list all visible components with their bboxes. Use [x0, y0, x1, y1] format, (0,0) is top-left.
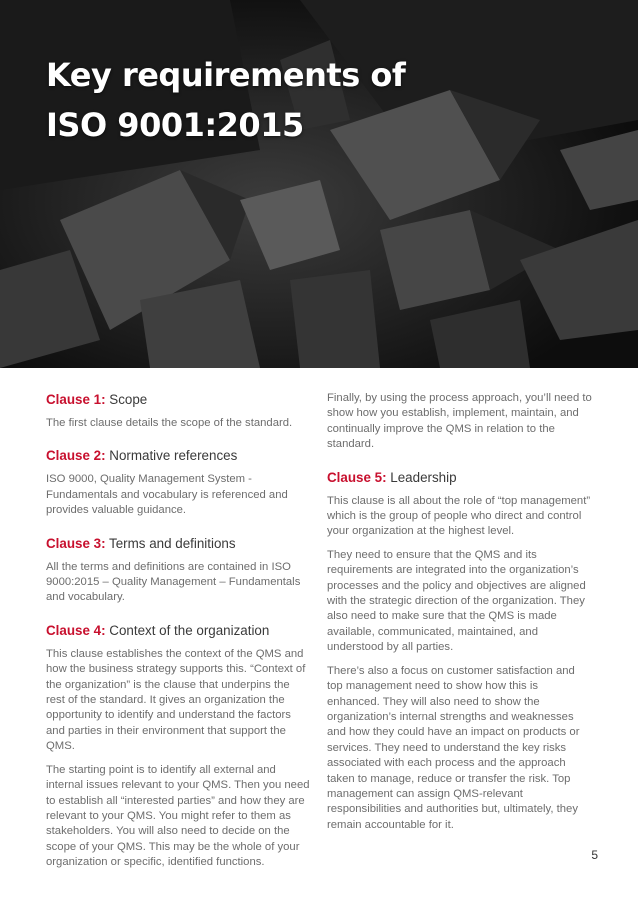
- clause-4-body-paragraph-2: The starting point is to identify all external and internal issues relevant to your QMS. Then you need to establish all “interested parties” and how they are relevant to your QMS. You might refer to them as stakeholders. You will also need to decide on the scope of your QMS. This may be the whole of your organization or specific, identified functions.: [46, 763, 310, 869]
- clause-1-heading: [46, 391, 311, 408]
- clause-5-number: Clause 5:: [327, 469, 387, 485]
- clause-2-number: Clause 2:: [46, 448, 106, 464]
- clause-4-continuation: Finally, by using the process approach, you’ll need to show how you establish, implement, maintain, and continually improve the QMS in relation to the standard.: [327, 392, 592, 451]
- page-number: 5: [591, 848, 598, 862]
- clause-1-title: Scope: [109, 392, 148, 407]
- page-title-line-1: Key requirements of: [46, 56, 406, 94]
- clause-5-heading: [327, 469, 592, 486]
- clause-4-body-paragraph-1: This clause establishes the context of the QMS and how the business strategy supports this. “Context of the organization” is the clause that underpins the rest of the standard. It gives an organization the opportunity to identify and understand the factors and parties in their environment that support the QMS.: [46, 647, 306, 753]
- clause-5-body-paragraph-2: They need to ensure that the QMS and its requirements are integrated into the organization’s processes and the policy and objectives are aligned with the strategic direction of the organization. They also need to make sure that the QMS is made available, communicated, maintained, and understood by all parties.: [327, 548, 586, 654]
- page-title-line-2: ISO 9001:2015: [46, 106, 304, 144]
- clause-3-number: Clause 3:: [46, 535, 106, 551]
- clause-1-number: Clause 1:: [46, 392, 106, 407]
- clause-5-body-paragraph-3: There’s also a focus on customer satisfaction and top management need to show how this is enhanced. They will also need to show the organization’s internal strengths and weaknesses and how they could have an impact on products or services. They need to understand the key risks associated with each process and the approach taken to manage, reduce or transfer the risk. Top management can assign QMS-relevant responsibilities and authorities but, ultimately, they remain accountable for it.: [327, 664, 580, 831]
- left-column: [46, 391, 311, 879]
- clause-5-title: Leadership: [390, 469, 457, 485]
- clause-4-number: Clause 4:: [46, 622, 106, 638]
- clause-4-title: Context of the organization: [109, 622, 270, 638]
- clause-3-title: Terms and definitions: [109, 535, 236, 551]
- hero-banner: [0, 0, 638, 368]
- clause-2-heading: [46, 447, 311, 464]
- clause-4-heading: [46, 622, 311, 639]
- clause-2-body: ISO 9000, Quality Management System - Fundamentals and vocabulary is referenced and provides valuable guidance.: [46, 473, 288, 517]
- clause-3-heading: [46, 535, 311, 552]
- clause-5-body-paragraph-1: This clause is all about the role of “top management” which is the group of people who direct and control your organization at the highest level.: [327, 494, 591, 538]
- clause-3-body: All the terms and definitions are contained in ISO 9000:2015 – Quality Management – Fundamentals and vocabulary.: [46, 560, 301, 604]
- clause-1-body: The first clause details the scope of the standard.: [46, 417, 293, 429]
- right-column: [327, 391, 592, 841]
- clause-2-title: Normative references: [109, 448, 238, 464]
- page-title: [46, 50, 405, 150]
